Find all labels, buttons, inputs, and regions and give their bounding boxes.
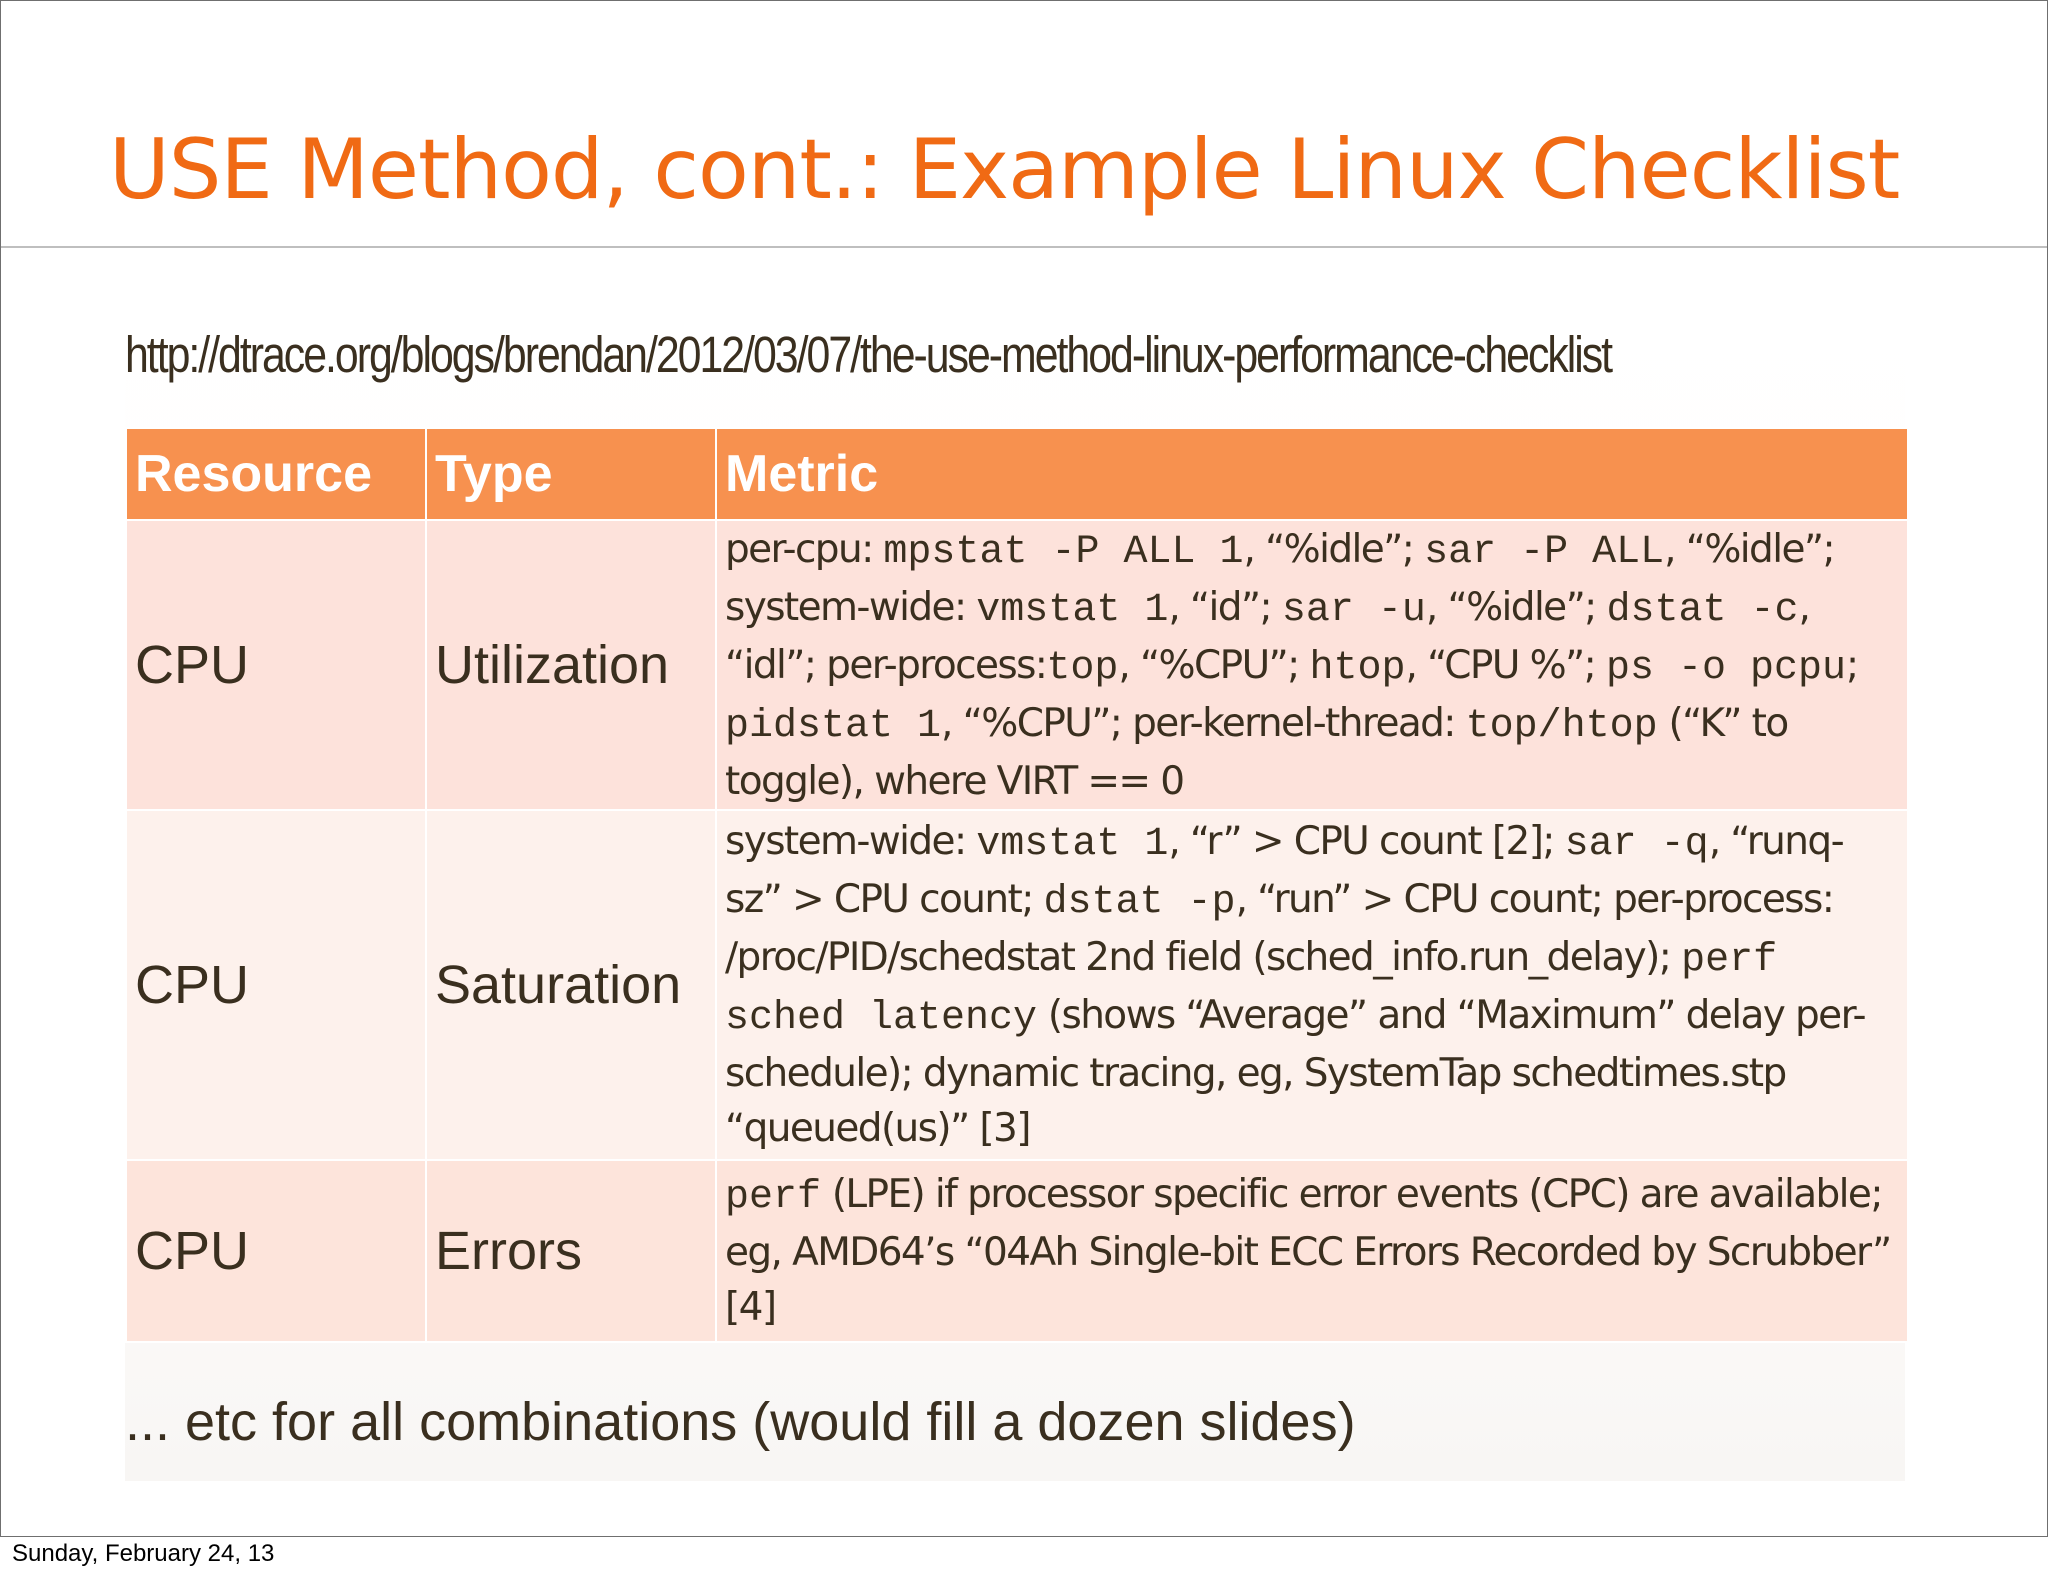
metric-text: , “run” > CPU count; per-process: /proc/PID/schedstat 2nd field (sched_info.run_delay); <box>725 877 1834 980</box>
command-text: sar -P ALL <box>1424 529 1665 575</box>
title-divider <box>1 246 2047 248</box>
metric-text: , “runq-sz” > CPU count; <box>725 819 1844 922</box>
table-row <box>126 810 1908 1160</box>
command-text: perf <box>725 1175 822 1220</box>
command-text: pidstat 1 <box>725 703 942 749</box>
footer-date: Sunday, February 24, 13 <box>12 1540 275 1567</box>
command-text: top <box>1046 645 1119 691</box>
metric-cell <box>716 810 1908 1160</box>
reference-url: http://dtrace.org/blogs/brendan/2012/03/07/the-use-method-linux-performance-checklist <box>125 326 1612 383</box>
resource-cell: CPU <box>126 520 426 810</box>
command-text: perf sched latency <box>725 938 1778 1041</box>
metric-text: , “CPU %”; <box>1405 642 1606 688</box>
command-text: sar -u <box>1281 587 1426 633</box>
metric-text: , “%CPU”; <box>1118 642 1310 688</box>
metric-text: , “idl”; per-process: <box>725 584 1810 688</box>
command-text: top/htop <box>1465 703 1658 749</box>
header-resource: Resource <box>126 428 426 520</box>
command-text: vmstat 1 <box>976 822 1169 867</box>
command-text: dstat -c <box>1606 587 1799 633</box>
metric-text: (shows “Average” and “Maximum” delay per-schedule); dynamic tracing, eg, SystemTap schedtimes.stp “queued(us)” [3] <box>725 993 1865 1151</box>
header-type: Type <box>426 428 716 520</box>
metric-text: , “id”; <box>1168 584 1282 630</box>
slide-title: USE Method, cont.: Example Linux Checklist <box>109 121 1900 218</box>
type-cell: Utilization <box>426 520 716 810</box>
metric-cell <box>716 1160 1908 1342</box>
command-text: sar -q <box>1564 822 1709 867</box>
checklist-table <box>125 427 1909 1343</box>
metric-text: system-wide: <box>725 819 977 864</box>
command-text: dstat -p <box>1043 880 1236 925</box>
command-text: mpstat -P ALL 1 <box>883 529 1244 575</box>
metric-text: per-cpu: <box>725 526 884 572</box>
table-row <box>126 1160 1908 1342</box>
footnote: ... etc for all combinations (would fill a dozen slides) <box>125 1392 1356 1452</box>
metric-text: (“K” to toggle), where VIRT == 0 <box>725 700 1788 804</box>
table-header-row <box>126 428 1908 520</box>
metric-text: , “%CPU”; per-kernel-thread: <box>941 700 1466 746</box>
command-text: htop <box>1309 645 1406 691</box>
metric-cell <box>716 520 1908 810</box>
metric-text: , “r” > CPU count [2]; <box>1168 819 1565 864</box>
resource-cell: CPU <box>126 1160 426 1342</box>
metric-text: ; <box>1846 642 1858 688</box>
metric-text: , “%idle”; system-wide: <box>725 526 1834 630</box>
metric-text: , “%idle”; <box>1243 526 1425 572</box>
command-text: vmstat 1 <box>976 587 1169 633</box>
type-cell: Saturation <box>426 810 716 1160</box>
metric-text: (LPE) if processor specific error events (CPC) are available; eg, AMD64’s “04Ah Single-bit ECC Errors Recorded by Scrubber” [4] <box>725 1172 1891 1330</box>
type-cell: Errors <box>426 1160 716 1342</box>
command-text: ps -o pcpu <box>1605 645 1847 691</box>
table-row <box>126 520 1908 810</box>
header-metric: Metric <box>716 428 1908 520</box>
resource-cell: CPU <box>126 810 426 1160</box>
metric-text: , “%idle”; <box>1425 584 1607 630</box>
